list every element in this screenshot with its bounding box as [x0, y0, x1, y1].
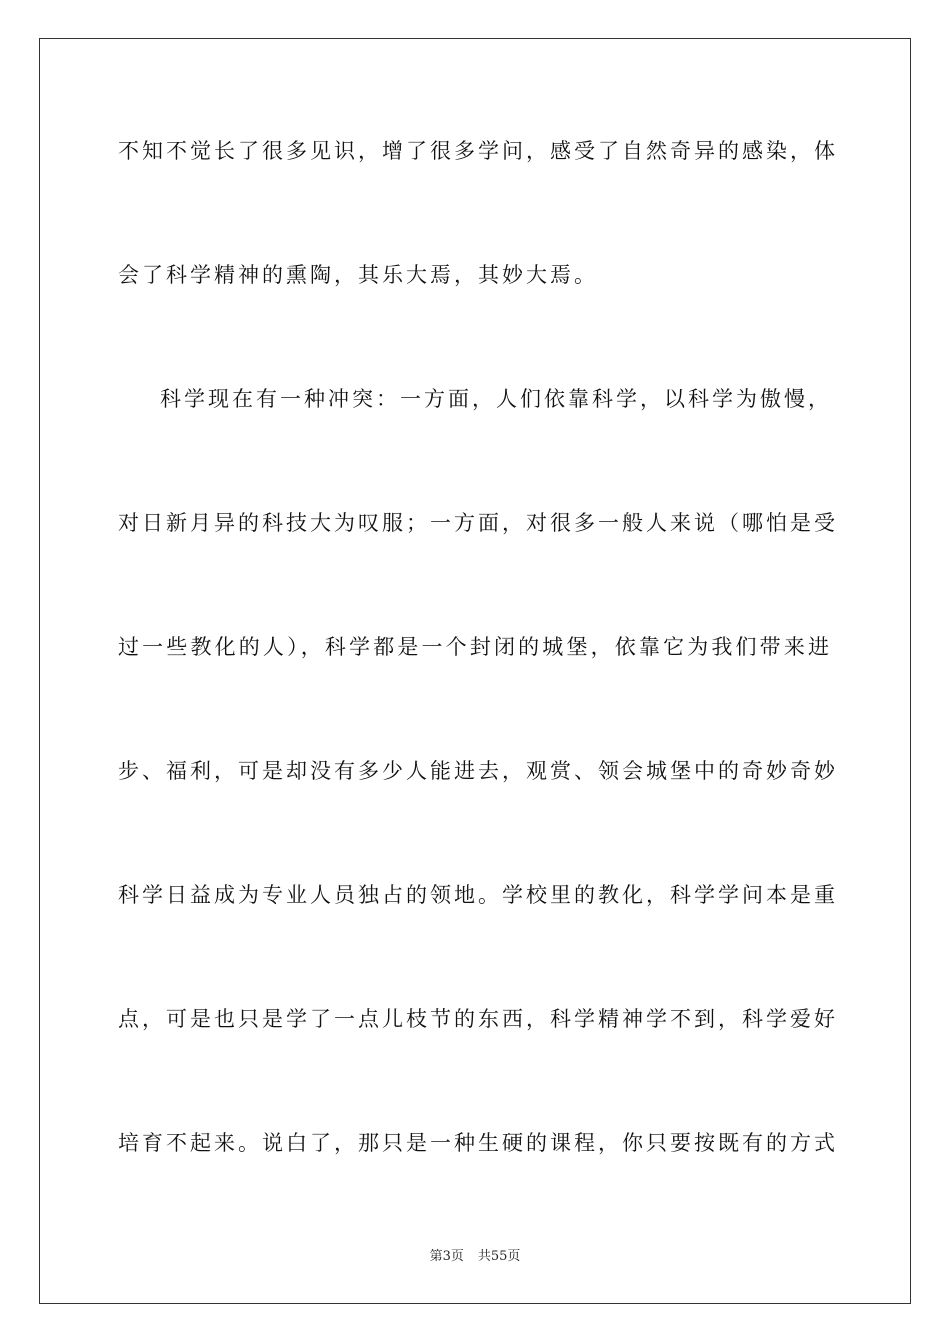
paragraph-first-line: 科学现在有一种冲突：一方面，人们依靠科学，以科学为傲慢， — [160, 387, 832, 411]
text-line: 会了科学精神的熏陶，其乐大焉，其妙大焉。 — [118, 263, 598, 287]
text-line: 培育不起来。说白了，那只是一种生硬的课程，你只要按既有的方式 — [118, 1131, 838, 1155]
page-border — [39, 38, 911, 1304]
page-number: 第3页 — [429, 1249, 464, 1264]
text-line: 步、福利，可是却没有多少人能进去，观赏、领会城堡中的奇妙奇妙 — [118, 759, 838, 783]
text-line: 不知不觉长了很多见识，增了很多学问，感受了自然奇异的感染，体 — [118, 139, 838, 163]
text-line: 科学日益成为专业人员独占的领地。学校里的教化，科学学问本是重 — [118, 883, 838, 907]
total-pages: 共55页 — [477, 1249, 521, 1264]
text-line: 点，可是也只是学了一点儿枝节的东西，科学精神学不到，科学爱好 — [118, 1007, 838, 1031]
page-footer — [0, 1249, 950, 1265]
text-line: 对日新月异的科技大为叹服；一方面，对很多一般人来说（哪怕是受 — [118, 511, 838, 535]
text-line: 过一些教化的人），科学都是一个封闭的城堡，依靠它为我们带来进 — [118, 635, 832, 659]
